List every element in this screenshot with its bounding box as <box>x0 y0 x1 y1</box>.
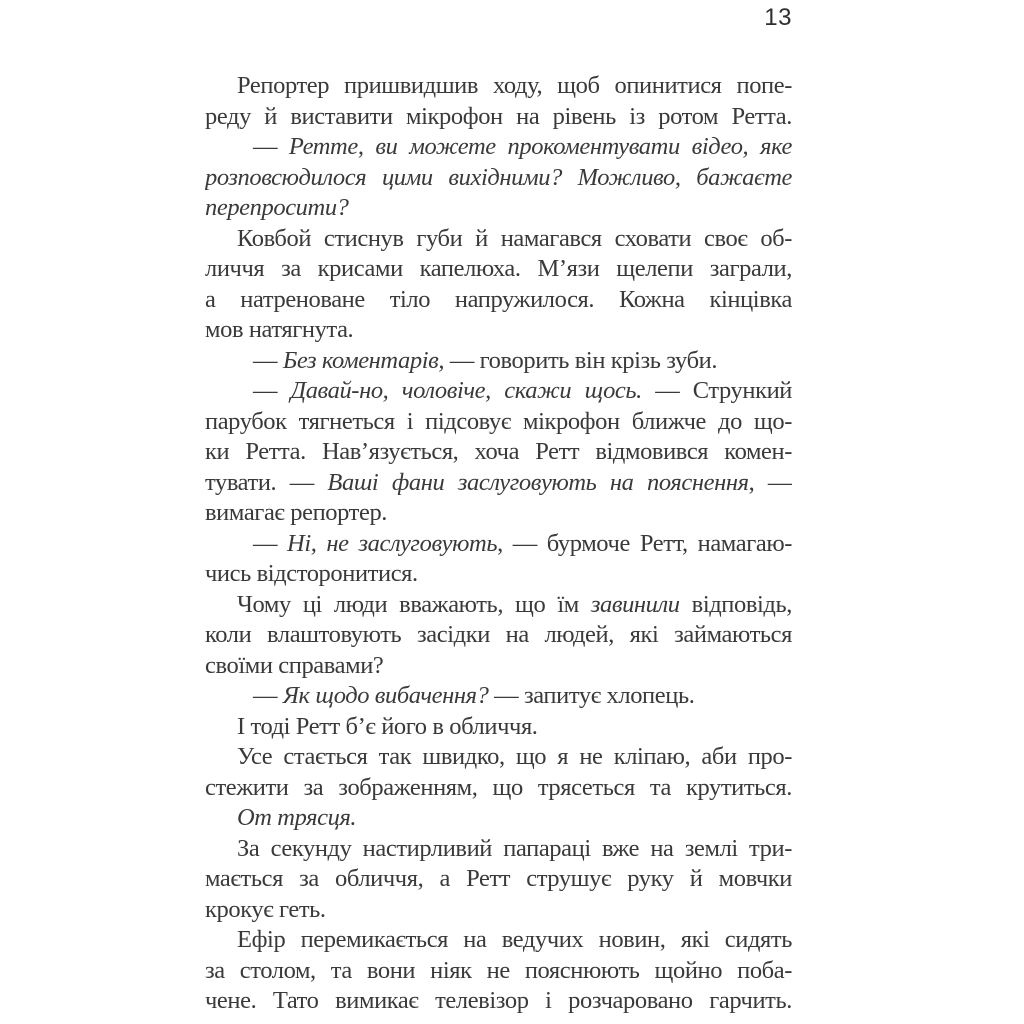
text-run: — <box>253 529 288 557</box>
italic-run: Ваші фани заслуговують на пояснення <box>327 468 749 496</box>
text-line <box>205 559 792 590</box>
dialogue-paragraph <box>205 346 792 377</box>
text-run: коли влаштовують засідки на людей, які займаються <box>205 621 792 648</box>
italic-run: От трясця. <box>237 804 357 831</box>
text-run: мов натягнута. <box>205 316 354 343</box>
text-run: — <box>253 133 289 160</box>
paragraph <box>205 834 792 926</box>
text-run: — Стрункий <box>641 377 792 404</box>
text-line <box>205 986 792 1017</box>
text-run: стежити за зображенням, що трясеться та крутиться. <box>205 773 792 801</box>
dialogue-paragraph <box>205 376 792 529</box>
text-run: Чому ці люди вважають, що їм <box>237 590 591 618</box>
text-line <box>205 529 792 560</box>
text-run: реду й виставити мікрофон на рівень із ротом Ретта. <box>205 102 792 130</box>
text-run: личчя за крисами капелюха. М’язи щелепи заграли, <box>205 255 792 282</box>
text-run: мається за обличчя, а Ретт струшує руку й мовчки <box>205 865 792 892</box>
paragraph <box>205 803 792 834</box>
text-line <box>205 346 792 377</box>
italic-run: Як щодо вибачення? <box>282 682 489 709</box>
text-line <box>205 193 792 224</box>
italic-run: перепросити? <box>205 194 349 221</box>
text-block <box>205 71 792 1017</box>
text-run: парубок тягнеться і підсовує мікрофон ближче до що- <box>205 407 792 435</box>
text-run: Репортер пришвидшив ходу, щоб опинитися попе- <box>237 72 792 99</box>
italic-run: Ретте, ви можете прокоментувати відео, яке <box>288 133 792 160</box>
paragraph <box>205 590 792 682</box>
italic-run: завинили <box>590 590 680 618</box>
text-run: — говорить він крізь зуби. <box>444 346 718 374</box>
text-run: а натреноване тіло напружилося. Кожна кінцівка <box>205 285 792 313</box>
text-line <box>205 620 792 651</box>
italic-run: Ні, не заслуговують <box>287 529 498 557</box>
text-line <box>205 376 792 407</box>
text-run: — запитує хлопець. <box>488 682 695 709</box>
text-line <box>205 132 792 163</box>
text-line <box>205 498 792 529</box>
text-run: чене. Тато вимикає телевізор і розчаровано гарчить. <box>205 987 792 1014</box>
italic-run: розповсюдилося цими вихідними? Можливо, бажаєте <box>205 163 792 191</box>
dialogue-paragraph <box>205 529 792 590</box>
paragraph <box>205 71 792 132</box>
text-run: , — <box>748 468 792 496</box>
italic-run: Давай-но, чоловіче, скажи щось. <box>290 377 642 404</box>
text-line <box>205 803 792 834</box>
text-run: своїми справами? <box>205 651 384 679</box>
text-line <box>205 895 792 926</box>
text-line <box>205 315 792 346</box>
text-line <box>205 254 792 285</box>
text-line <box>205 71 792 102</box>
text-run: , — бурмоче Ретт, намагаю- <box>497 529 792 557</box>
paragraph <box>205 925 792 1017</box>
text-line <box>205 468 792 499</box>
text-line <box>205 224 792 255</box>
text-run: Ковбой стиснув губи й намагався сховати своє об- <box>237 224 792 252</box>
page-number: 13 <box>764 4 792 31</box>
text-line <box>205 925 792 956</box>
text-run: тувати. — <box>205 468 328 496</box>
text-line <box>205 773 792 804</box>
dialogue-paragraph <box>205 681 792 712</box>
text-run: чись відсторонитися. <box>205 560 418 587</box>
text-run: За секунду настирливий папараці вже на землі три- <box>237 834 792 862</box>
text-line <box>205 590 792 621</box>
text-run: Усе стається так швидко, що я не кліпаю, аби про- <box>237 743 792 770</box>
text-line <box>205 285 792 316</box>
text-line <box>205 163 792 194</box>
text-line <box>205 102 792 133</box>
text-run: І тоді Ретт б’є його в обличчя. <box>237 712 538 740</box>
text-run: вимагає репортер. <box>205 499 388 526</box>
text-line <box>205 712 792 743</box>
text-line <box>205 742 792 773</box>
text-line <box>205 864 792 895</box>
text-line <box>205 651 792 682</box>
text-run: — <box>253 682 283 709</box>
text-run: ки Ретта. Нав’язується, хоча Ретт відмовився комен- <box>205 438 792 465</box>
paragraph <box>205 742 792 803</box>
text-line <box>205 956 792 987</box>
text-run: — <box>253 346 283 374</box>
text-run: крокує геть. <box>205 895 326 923</box>
text-line <box>205 681 792 712</box>
dialogue-paragraph <box>205 132 792 224</box>
paragraph <box>205 712 792 743</box>
text-line <box>205 834 792 865</box>
text-line <box>205 437 792 468</box>
text-line <box>205 407 792 438</box>
text-run: Ефір перемикається на ведучих новин, які сидять <box>237 926 792 953</box>
italic-run: Без коментарів, <box>282 346 445 374</box>
text-run: за столом, та вони ніяк не пояснюють щойно поба- <box>205 956 792 984</box>
text-run: відповідь, <box>679 590 792 618</box>
paragraph <box>205 224 792 346</box>
text-run: — <box>253 377 291 404</box>
